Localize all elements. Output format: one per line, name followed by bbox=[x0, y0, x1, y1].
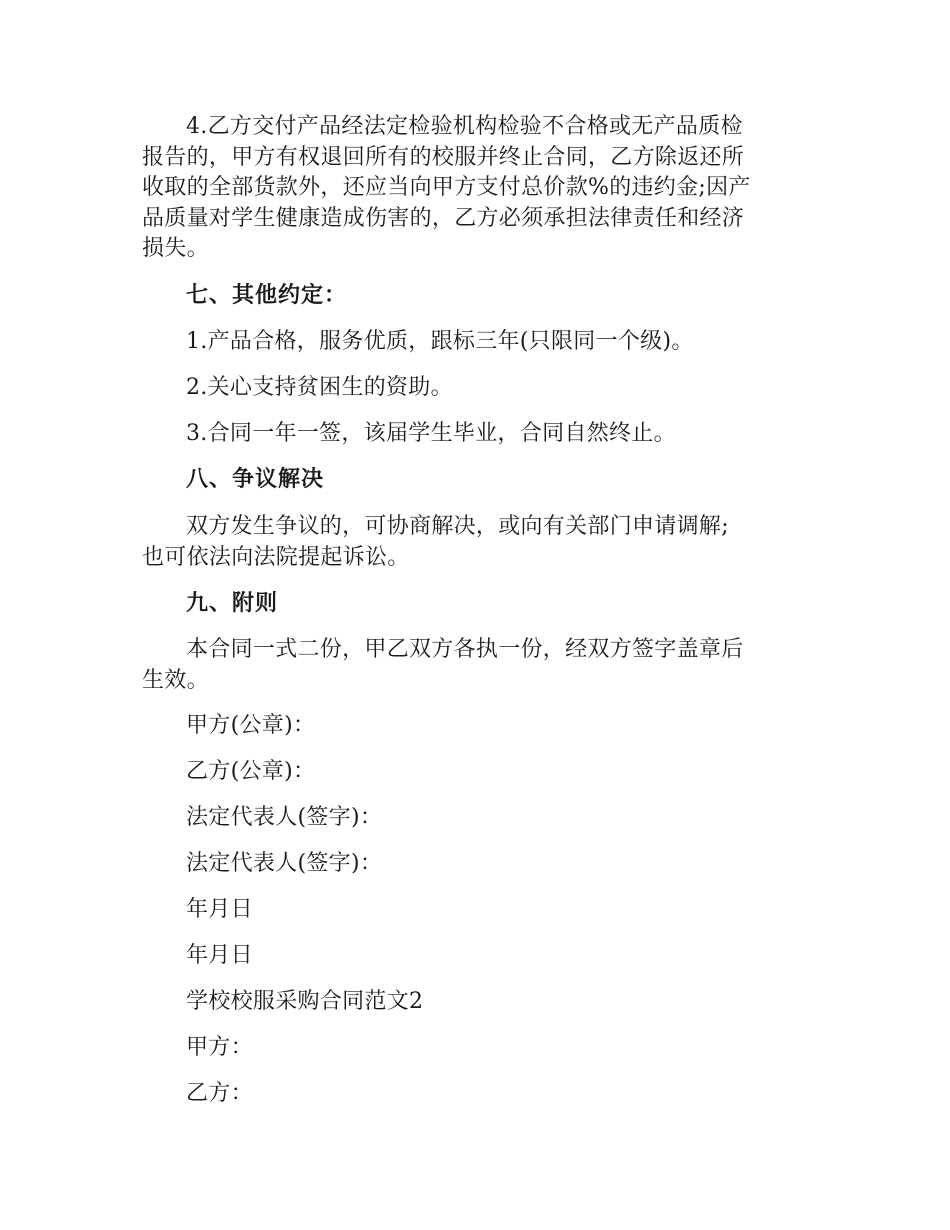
date-label: 年月日 bbox=[186, 897, 253, 922]
party-b-seal-label: 乙方(公章)： bbox=[186, 759, 316, 784]
dispute-resolution-paragraph bbox=[142, 512, 814, 573]
section-heading-other-terms: 七、其他约定： bbox=[186, 283, 348, 308]
supplementary-line: 生效。 bbox=[142, 667, 209, 693]
supplementary-paragraph bbox=[142, 635, 814, 696]
clause-paragraph-4 bbox=[142, 112, 814, 265]
clause-4-line: 收取的全部货款外，还应当向甲方支付总价款%的违约金;因产 bbox=[142, 175, 751, 200]
next-party-a-label: 甲方： bbox=[186, 1035, 253, 1060]
other-terms-item-2: 2.关心支持贫困生的资助。 bbox=[186, 375, 453, 400]
clause-4-line: 损失。 bbox=[142, 236, 209, 261]
date-label: 年月日 bbox=[186, 943, 253, 968]
next-party-b-label: 乙方： bbox=[186, 1081, 253, 1106]
legal-representative-label: 法定代表人(签字)： bbox=[186, 851, 383, 876]
dispute-line: 双方发生争议的，可协商解决，或向有关部门申请调解; bbox=[186, 514, 729, 539]
section-heading-dispute-resolution: 八、争议解决 bbox=[186, 467, 325, 492]
other-terms-item-1: 1.产品合格，服务优质，跟标三年(只限同一个级)。 bbox=[186, 329, 694, 354]
legal-representative-label: 法定代表人(签字)： bbox=[186, 805, 383, 830]
party-a-seal-label: 甲方(公章)： bbox=[186, 713, 316, 738]
section-heading-supplementary: 九、附则 bbox=[186, 591, 279, 616]
other-terms-item-3: 3.合同一年一签，该届学生毕业，合同自然终止。 bbox=[186, 421, 676, 446]
clause-4-line: 报告的，甲方有权退回所有的校服并终止合同，乙方除返还所 bbox=[142, 144, 745, 170]
supplementary-line: 本合同一式二份，甲乙双方各执一份，经双方签字盖章后 bbox=[186, 637, 744, 662]
dispute-line: 也可依法向法院提起诉讼。 bbox=[142, 544, 410, 570]
clause-4-line: 4.乙方交付产品经法定检验机构检验不合格或无产品质检 bbox=[186, 114, 743, 139]
next-contract-title: 学校校服采购合同范文2 bbox=[186, 989, 424, 1014]
clause-4-line: 品质量对学生健康造成伤害的，乙方必须承担法律责任和经济 bbox=[142, 205, 745, 231]
